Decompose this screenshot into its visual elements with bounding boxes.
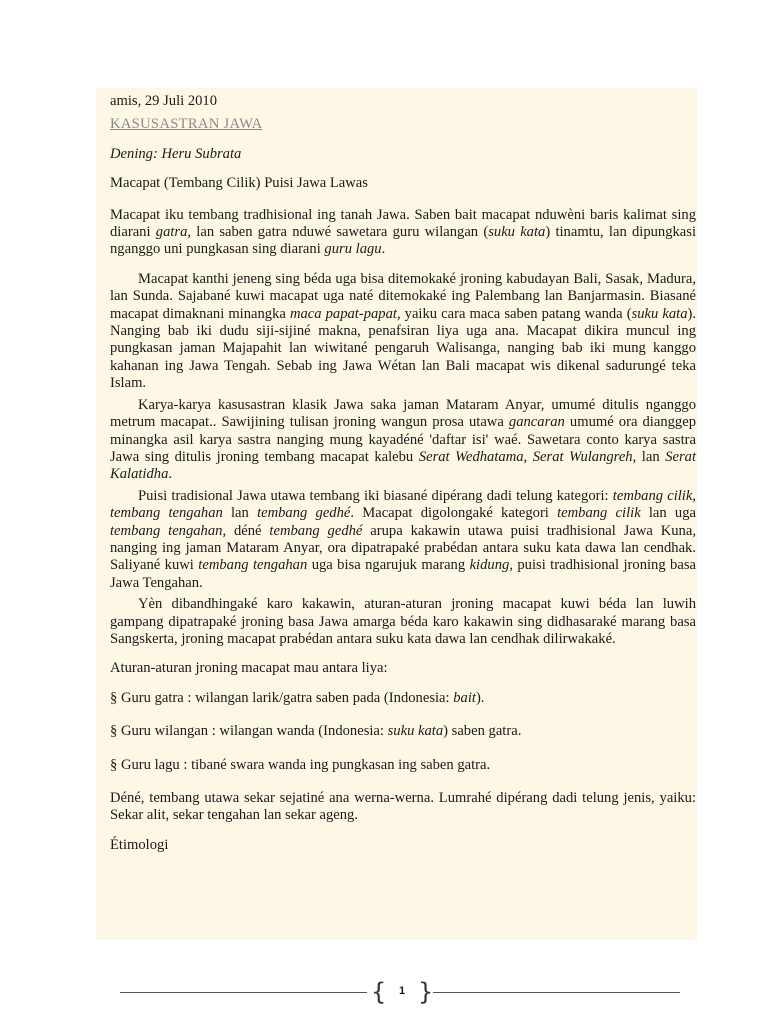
footer-rule-right: [433, 992, 680, 993]
page-number: 1: [398, 985, 406, 997]
post-date: amis, 29 Juli 2010: [110, 93, 218, 109]
rule-guru-lagu: § Guru lagu : tibané swara wanda ing pungkasan ing saben gatra.: [110, 756, 491, 773]
heading-link[interactable]: KASUSASTRAN JAWA: [110, 116, 263, 133]
paragraph-3: Karya-karya kasusastran klasik Jawa saka jaman Mataram Anyar, umumé ditulis nganggo metrum macapat.. Sawijining tulisan jroning wangun prosa utawa gancaran umumé ora dianggep minangka asil karya sastra nanging mung kayadéné 'daftar isi' waé. Sawetara conto karya sastra Jawa sing ditulis jroning tembang macapat kalebu Serat Wedhatama, Serat Wulangreh, lan Serat Kalatidha.: [110, 396, 697, 483]
article-title: Macapat (Tembang Cilik) Puisi Jawa Lawas: [110, 175, 368, 192]
section-heading: Étimologi: [110, 836, 169, 853]
right-brace-icon: }: [418, 978, 434, 1006]
paragraph-1: Macapat iku tembang tradhisional ing tanah Jawa. Saben bait macapat nduwèni baris kalimat sing diarani gatra, lan saben gatra nduwé sawetara guru wilangan (suku kata) tinamtu, lan dipungkasi nganggo uni pungkasan sing diarani guru lagu.: [110, 206, 697, 258]
document-body: [110, 93, 696, 854]
author-line: Dening: Heru Subrata: [110, 145, 242, 162]
footer-rule-left: [120, 992, 367, 993]
left-brace-icon: {: [371, 978, 387, 1006]
paragraph-2: Macapat kanthi jeneng sing béda uga bisa ditemokaké jroning kabudayan Bali, Sasak, Madura, lan Sunda. Sajabané kuwi macapat uga naté ditemokaké ing Palembang lan Banjarmasin. Biasané macapat dimaknani minangka maca papat-papat, yaiku cara maca saben patang wanda (suku kata). Nanging bab iki dudu siji-sijiné makna, penafsiran liya uga ana. Macapat dikira muncul ing pungkasan jaman Majapahit lan wiwitané pengaruh Walisanga, nanging bab iki mung kanggo kahanan ing Jawa Tengah. Sebab ing Jawa Wétan lan Bali macapat wis dikenal sadurungé teka Islam.: [110, 270, 697, 392]
paragraph-5: Yèn dibandhingaké karo kakawin, aturan-aturan jroning macapat kuwi béda lan luwih gampang dipatrapaké jroning basa Jawa amarga béda karo kakawin sing didhasaraké marang basa Sangskerta, jroning macapat prabédan antara suku kata dawa lan cendhak dilirwakaké.: [110, 596, 696, 647]
paragraph-6: Aturan-aturan jroning macapat mau antara liya:: [110, 660, 388, 677]
rule-guru-gatra: § Guru gatra : wilangan larik/gatra saben pada (Indonesia: bait).: [110, 689, 485, 706]
paragraph-7: Déné, tembang utawa sekar sejatiné ana werna-werna. Lumrahé dipérang dadi telung jenis, yaiku: Sekar alit, sekar tengahan lan sekar ageng.: [110, 790, 696, 824]
page-footer: [120, 980, 680, 1006]
paragraph-4: Puisi tradisional Jawa utawa tembang iki biasané dipérang dadi telung kategori: tembang cilik, tembang tengahan lan tembang gedhé. Macapat digolongaké kategori tembang cilik lan uga tembang tengahan, déné tembang gedhé arupa kakawin utawa puisi tradhisional Jawa Kuna, nanging ing jaman Mataram Anyar, ora dipatrapaké prabédan antara suku kata dawa lan cendhak. Saliyané kuwi tembang tengahan uga bisa ngarujuk marang kidung, puisi tradhisional jroning basa Jawa Tengahan.: [110, 487, 696, 591]
rule-guru-wilangan: § Guru wilangan : wilangan wanda (Indonesia: suku kata) saben gatra.: [110, 723, 522, 740]
